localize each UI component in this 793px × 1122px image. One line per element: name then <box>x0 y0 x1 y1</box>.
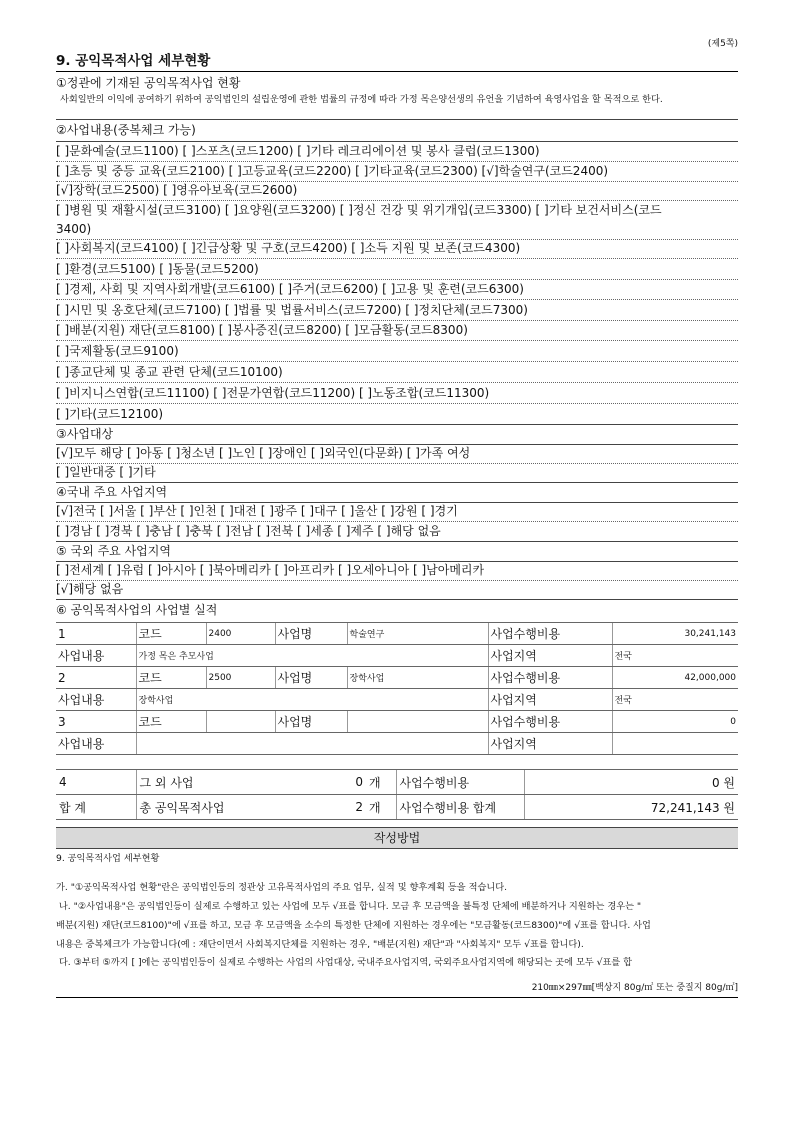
content-label: 사업내용 <box>56 645 136 667</box>
cost-label: 사업수행비용 <box>488 623 612 645</box>
total-no: 합 계 <box>56 795 136 820</box>
sec2-line-11: [ ]국제활동(코드9100) <box>56 342 738 362</box>
project-cost: 30,241,143 <box>612 623 738 645</box>
name-label: 사업명 <box>275 667 347 689</box>
sec2-line-13: [ ]비지니스연합(코드11100) [ ]전문가연합(코드11200) [ ]노동조합(코드11300) <box>56 384 738 404</box>
project-no: 3 <box>56 711 136 733</box>
sec2-line-5: 3400) <box>56 220 738 240</box>
instruction-note-1: 가. "①공익목적사업 현황"란은 공익법인등의 정관상 고유목적사업의 주요 업무, 실적 및 향후계획 등을 적습니다. <box>56 882 507 893</box>
sec5-heading: ⑤ 국외 주요 사업지역 <box>56 542 738 562</box>
cost-label: 사업수행비용 <box>488 711 612 733</box>
region-label: 사업지역 <box>488 645 612 667</box>
total-label: 총 공익목적사업 <box>136 795 286 820</box>
totals-table <box>56 769 738 820</box>
project-code <box>206 711 275 733</box>
project-cost: 42,000,000 <box>612 667 738 689</box>
content-label: 사업내용 <box>56 689 136 711</box>
other-unit: 개 <box>366 770 396 795</box>
paper-spec: 210㎜×297㎜[백상지 80g/㎡ 또는 중질지 80g/㎡] <box>531 983 738 993</box>
project-2-row <box>56 667 738 689</box>
sec2-line-6: [ ]사회복지(코드4100) [ ]긴급상황 및 구호(코드4200) [ ]소득 지원 및 보존(코드4300) <box>56 239 738 259</box>
cost-label: 사업수행비용 <box>488 667 612 689</box>
name-label: 사업명 <box>275 623 347 645</box>
sec2-line-9: [ ]시민 및 옹호단체(코드7100) [ ]법률 및 법률서비스(코드7200) [ ]정치단체(코드7300) <box>56 301 738 321</box>
project-name <box>347 711 488 733</box>
sec3-line-1: [√]모두 해당 [ ]아동 [ ]청소년 [ ]노인 [ ]장애인 [ ]외국인(다문화) [ ]가족 여성 <box>56 444 738 464</box>
project-name: 학술연구 <box>347 623 488 645</box>
sec4-heading: ④국내 주요 사업지역 <box>56 483 738 503</box>
project-region <box>612 733 738 755</box>
project-cost: 0 <box>612 711 738 733</box>
content-label: 사업내용 <box>56 733 136 755</box>
total-row <box>56 795 738 820</box>
project-no: 1 <box>56 623 136 645</box>
sec2-line-14: [ ]기타(코드12100) <box>56 405 738 425</box>
page-number: (제5쪽) <box>707 39 738 49</box>
name-label: 사업명 <box>275 711 347 733</box>
sec5-line-2: [√]해당 없음 <box>56 580 738 600</box>
other-label: 그 외 사업 <box>136 770 286 795</box>
other-cost: 0 원 <box>524 770 738 795</box>
instruction-note-4: 내용은 중복체크가 가능합니다(예 : 재단이면서 사회복지단체를 지원하는 경우, "배분(지원) 재단"과 "사회복지" 모두 √표를 합니다). <box>56 939 584 950</box>
project-code: 2500 <box>206 667 275 689</box>
instructions-heading: 작성방법 <box>56 827 738 849</box>
sec2-heading: ②사업내용(중복체크 가능) <box>56 121 738 142</box>
section-title: 9. 공익목적사업 세부현황 <box>56 52 738 72</box>
instruction-note-5: 다. ③부터 ⑤까지 [ ]에는 공익법인등이 실제로 수행하는 사업의 사업대상, 국내주요사업지역, 국외주요사업지역에 해당되는 곳에 모두 √표를 합 <box>56 957 633 968</box>
instructions-subtitle: 9. 공익목적사업 세부현황 <box>56 853 160 864</box>
project-name: 장학사업 <box>347 667 488 689</box>
other-cost-label: 사업수행비용 <box>396 770 524 795</box>
other-projects-row <box>56 770 738 795</box>
project-3-row <box>56 711 738 733</box>
sec1-text: 사회일반의 이익에 공여하기 위하여 공익법인의 설립운영에 관한 법률의 규정에 따라 가정 목은양선생의 유언을 기념하여 육영사업을 할 목적으로 한다. <box>56 93 738 120</box>
sec2-line-12: [ ]종교단체 및 종교 관련 단체(코드10100) <box>56 363 738 383</box>
code-label: 코드 <box>136 711 206 733</box>
region-label: 사업지역 <box>488 689 612 711</box>
project-content <box>136 733 488 755</box>
region-label: 사업지역 <box>488 733 612 755</box>
sec2-line-7: [ ]환경(코드5100) [ ]동물(코드5200) <box>56 260 738 280</box>
other-count: 0 <box>286 770 366 795</box>
project-region: 전국 <box>612 689 738 711</box>
sec2-line-2: [ ]초등 및 중등 교육(코드2100) [ ]고등교육(코드2200) [ ]기타교육(코드2300) [√]학술연구(코드2400) <box>56 162 738 182</box>
instruction-note-2: 나. "②사업내용"은 공익법인등이 실제로 수행하고 있는 사업에 모두 √표를 합니다. 모금 후 모금액을 불특정 단체에 배분하거나 지원하는 경우는 " <box>56 901 642 912</box>
sec2-line-10: [ ]배분(지원) 재단(코드8100) [ ]봉사증진(코드8200) [ ]모금활동(코드8300) <box>56 321 738 341</box>
code-label: 코드 <box>136 667 206 689</box>
project-code: 2400 <box>206 623 275 645</box>
total-cost: 72,241,143 원 <box>524 795 738 820</box>
total-cost-label: 사업수행비용 합계 <box>396 795 524 820</box>
sec2-line-4: [ ]병원 및 재활시설(코드3100) [ ]요양원(코드3200) [ ]정신 건강 및 위기개입(코드3300) [ ]기타 보건서비스(코드 <box>56 203 662 217</box>
total-count: 2 <box>286 795 366 820</box>
project-region: 전국 <box>612 645 738 667</box>
total-unit: 개 <box>366 795 396 820</box>
sec5-line-1: [ ]전세계 [ ]유럽 [ ]아시아 [ ]북아메리카 [ ]아프리카 [ ]오세아니아 [ ]남아메리카 <box>56 561 738 581</box>
project-content: 가정 목은 추모사업 <box>136 645 488 667</box>
sec4-line-2: [ ]경남 [ ]경북 [ ]충남 [ ]충북 [ ]전남 [ ]전북 [ ]세종 [ ]제주 [ ]해당 없음 <box>56 522 738 542</box>
project-content: 장학사업 <box>136 689 488 711</box>
project-1-row <box>56 623 738 645</box>
code-label: 코드 <box>136 623 206 645</box>
sec2-line-8: [ ]경제, 사회 및 지역사회개발(코드6100) [ ]주거(코드6200) [ ]고용 및 훈련(코드6300) <box>56 280 738 300</box>
sec4-line-1: [√]전국 [ ]서울 [ ]부산 [ ]인천 [ ]대전 [ ]광주 [ ]대구 [ ]울산 [ ]강원 [ ]경기 <box>56 502 738 522</box>
instruction-note-3: 배분(지원) 재단(코드8100)"에 √표를 하고, 모금 후 모금액을 소수의 특정한 단체에 지원하는 경우에는 "모금활동(코드8300)"에 √표를 합니다. 사업 <box>56 920 651 931</box>
sec3-line-2: [ ]일반대중 [ ]기타 <box>56 463 738 483</box>
project-3-detail-row <box>56 733 738 755</box>
sec3-heading: ③사업대상 <box>56 425 738 445</box>
bottom-divider <box>56 997 738 998</box>
project-1-detail-row <box>56 645 738 667</box>
project-results-table <box>56 622 738 755</box>
sec2-line-3: [√]장학(코드2500) [ ]영유아보육(코드2600) <box>56 181 738 201</box>
project-no: 2 <box>56 667 136 689</box>
sec6-heading: ⑥ 공익목적사업의 사업별 실적 <box>56 603 218 617</box>
sec1-heading: ①정관에 기재된 공익목적사업 현황 <box>56 76 241 90</box>
project-2-detail-row <box>56 689 738 711</box>
sec2-line-1: [ ]문화예술(코드1100) [ ]스포츠(코드1200) [ ]기타 레크리에이션 및 봉사 클럽(코드1300) <box>56 142 738 162</box>
other-no: 4 <box>56 770 136 795</box>
